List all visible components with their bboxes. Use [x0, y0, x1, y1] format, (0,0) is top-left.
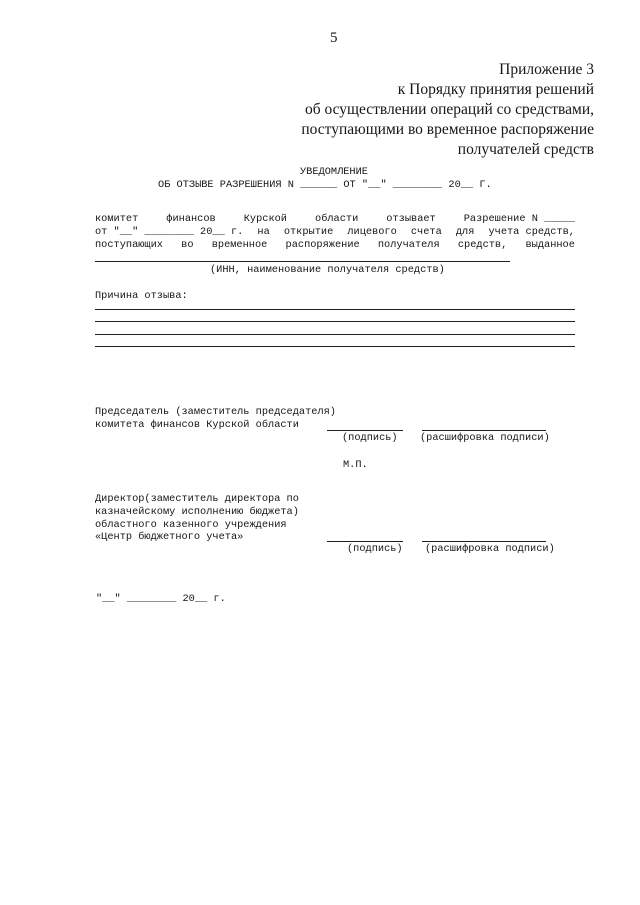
- chairman-title-line: Председатель (заместитель председателя): [95, 406, 336, 418]
- stamp-placeholder: М.П.: [343, 459, 368, 471]
- body-word: на: [257, 226, 270, 238]
- body-word: для: [455, 226, 475, 238]
- body-word: во: [181, 239, 194, 251]
- decode-caption: (расшифровка подписи): [425, 543, 555, 555]
- body-word: поступающих: [95, 239, 163, 251]
- body-word: открытие: [283, 226, 334, 238]
- body-word: комитет: [95, 213, 139, 225]
- appendix-line: поступающими во временное распоряжение: [301, 121, 594, 138]
- appendix-line: Приложение 3: [499, 61, 594, 78]
- body-word: Разрешение N _____: [463, 213, 575, 225]
- body-word: финансов: [166, 213, 216, 225]
- appendix-line: об осуществлении операций со средствами,: [304, 101, 594, 118]
- notice-title: УВЕДОМЛЕНИЕ: [300, 166, 368, 178]
- appendix-header: [234, 60, 594, 160]
- appendix-line: к Порядку принятия решений: [397, 81, 594, 98]
- inn-caption: (ИНН, наименование получателя средств): [210, 264, 445, 276]
- reason-blank-line: [95, 346, 575, 347]
- body-line-2: [95, 226, 575, 238]
- director-title-line: Директор(заместитель директора по: [95, 493, 299, 505]
- reason-label: Причина отзыва:: [95, 290, 188, 302]
- body-word: счета: [410, 226, 442, 238]
- director-signature-line: [327, 541, 403, 542]
- body-word: области: [315, 213, 359, 225]
- director-title-line: «Центр бюджетного учета»: [95, 531, 244, 543]
- date-field: "__" ________ 20__ г.: [96, 593, 226, 605]
- appendix-line: получателей средств: [457, 141, 594, 158]
- body-word: от "__" ________ 20__ г.: [95, 226, 244, 238]
- director-title-line: областного казенного учреждения: [95, 519, 287, 531]
- chairman-signature-line: [327, 430, 403, 431]
- notice-subtitle: ОБ ОТЗЫВЕ РАЗРЕШЕНИЯ N ______ ОТ "__" ________ 20__ Г.: [158, 179, 492, 191]
- body-word: временное: [211, 239, 268, 251]
- recipient-blank-line: [95, 261, 510, 262]
- body-word: учета средств,: [488, 226, 575, 238]
- body-word: выданное: [525, 239, 575, 251]
- signature-caption: (подпись): [342, 432, 398, 444]
- reason-blank-line: [95, 334, 575, 335]
- signature-caption: (подпись): [347, 543, 403, 555]
- body-line-1: [95, 213, 575, 225]
- body-word: средств,: [457, 239, 508, 251]
- decode-caption: (расшифровка подписи): [420, 432, 550, 444]
- body-word: лицевого: [347, 226, 397, 238]
- chairman-decode-line: [422, 430, 546, 431]
- body-word: отзывает: [386, 213, 436, 225]
- body-word: распоряжение: [285, 239, 360, 251]
- body-line-3: [95, 239, 575, 251]
- director-title-line: казначейскому исполнению бюджета): [95, 506, 299, 518]
- chairman-title-line: комитета финансов Курской области: [95, 419, 299, 431]
- body-word: Курской: [243, 213, 287, 225]
- director-decode-line: [422, 541, 546, 542]
- body-word: получателя: [377, 239, 440, 251]
- page-number: 5: [330, 30, 338, 46]
- reason-blank-line: [95, 309, 575, 310]
- reason-blank-line: [95, 321, 575, 322]
